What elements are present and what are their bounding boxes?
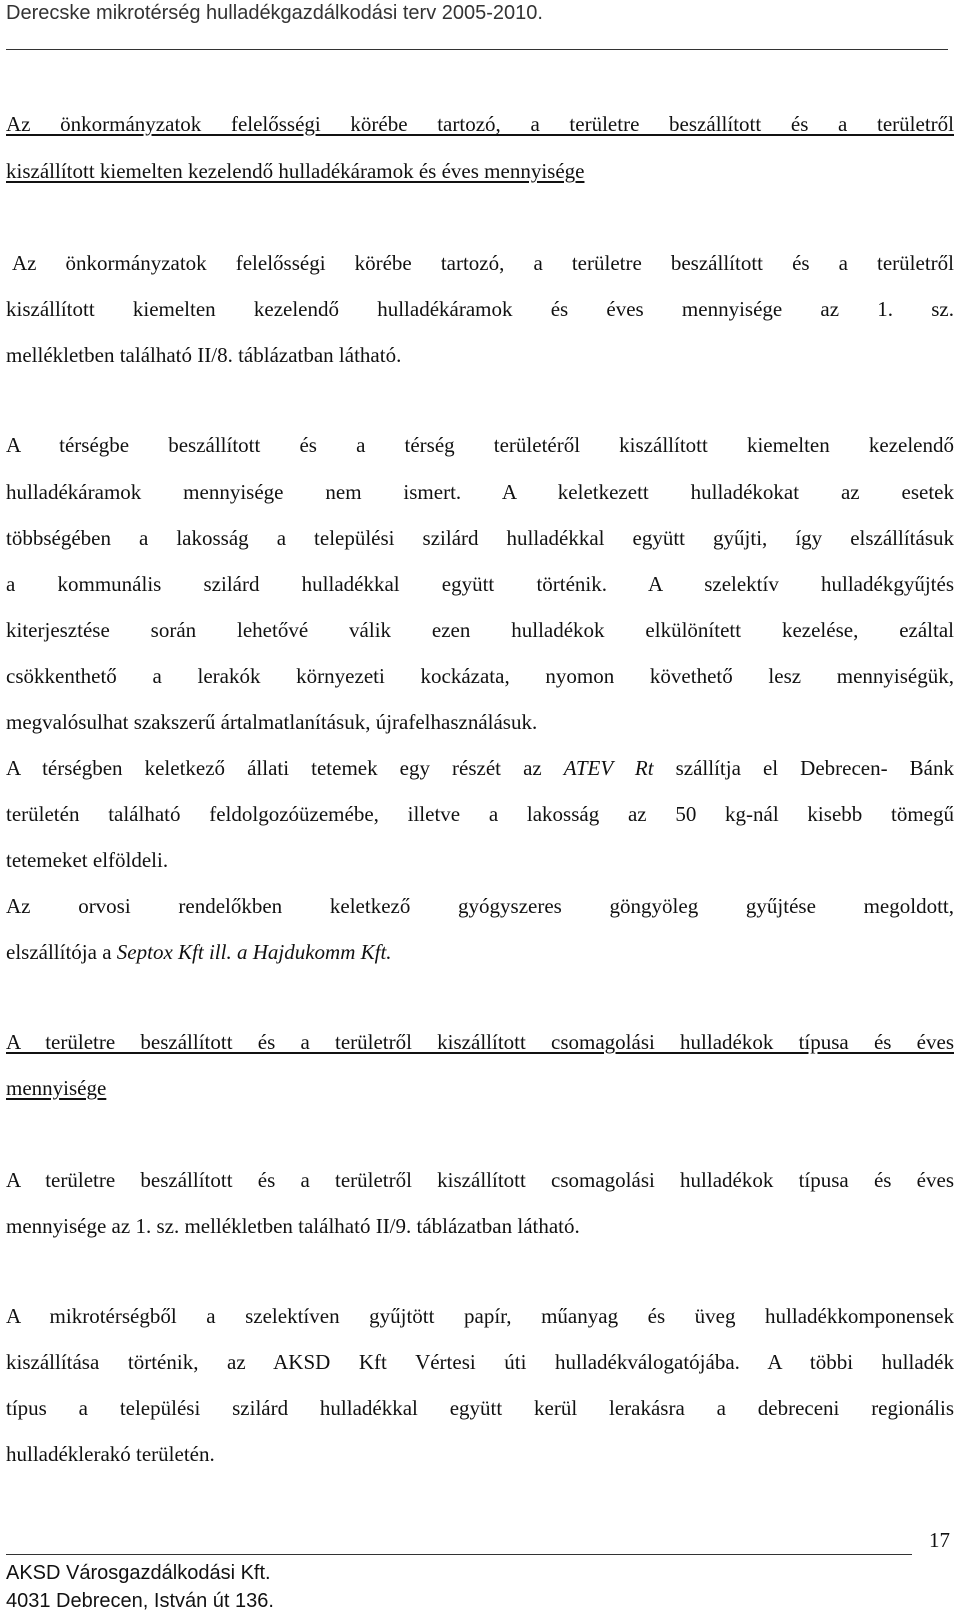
section2-para2-line-3: típus a települési szilárd hulladékkal együtt kerül lerakásra a debreceni regionális: [6, 1396, 954, 1420]
section2-para1-line-1: A területre beszállított és a területről kiszállított csomagolási hulladékok típusa és éves: [6, 1168, 954, 1192]
company-names-septox-hajdukomm: Septox Kft ill. a Hajdukomm Kft.: [116, 940, 392, 964]
section1-para2-line-1: A térségbe beszállított és a térség területéről kiszállított kiemelten kezelendő: [6, 433, 954, 457]
section1-para2-line-6: csökkenthető a lerakók környezeti kockázata, nyomon követhető lesz mennyiségük,: [6, 664, 954, 688]
para3-text-before: A térségben keletkező állati tetemek egy részét az: [6, 756, 564, 780]
section1-para2-line-3: többségében a lakosság a települési szilárd hulladékkal együtt gyűjti, így elszállításuk: [6, 526, 954, 550]
section1-para4-line-1: Az orvosi rendelőkben keletkező gyógyszeres göngyöleg gyűjtése megoldott,: [6, 894, 954, 918]
section1-para3-line-1: [6, 754, 954, 782]
section2-heading-line-1: A területre beszállított és a területről kiszállított csomagolási hulladékok típusa és éves: [6, 1030, 954, 1054]
section1-para1-line-2: kiszállított kiemelten kezelendő hulladékáramok és éves mennyisége az 1. sz.: [6, 297, 954, 321]
header-divider: [6, 49, 948, 50]
section2-para2-line-4: hulladéklerakó területén.: [6, 1442, 215, 1466]
section1-para2-line-5: kiterjesztése során lehetővé válik ezen hulladékok elkülönített kezelése, ezáltal: [6, 618, 954, 642]
section2-heading-line-2: mennyisége: [6, 1076, 107, 1100]
para4-text-before: elszállítója a: [6, 940, 117, 964]
section1-para2-line-2: hulladékáramok mennyisége nem ismert. A keletkezett hulladékokat az esetek: [6, 480, 954, 504]
section2-para1-line-2: mennyisége az 1. sz. mellékletben található II/9. táblázatban látható.: [6, 1214, 580, 1238]
section1-heading-line-1: Az önkormányzatok felelősségi körébe tartozó, a területre beszállított és a területről: [6, 112, 954, 136]
section2-para2-line-1: A mikrotérségből a szelektíven gyűjtött papír, műanyag és üveg hulladékkomponensek: [6, 1304, 954, 1328]
para3-text-after: szállítja el Debrecen- Bánk: [653, 756, 955, 780]
section1-para1-line-3: mellékletben található II/8. táblázatban látható.: [6, 343, 402, 367]
footer-divider: [6, 1554, 912, 1555]
section2-para2-line-2: kiszállítása történik, az AKSD Kft Vértesi úti hulladékválogatójába. A többi hulladék: [6, 1350, 954, 1374]
section1-para2-line-7: megvalósulhat szakszerű ártalmatlanításuk, újrafelhasználásuk.: [6, 710, 538, 734]
section1-para2-line-4: a kommunális szilárd hulladékkal együtt történik. A szelektív hulladékgyűjtés: [6, 572, 954, 596]
section1-heading-line-2: kiszállított kiemelten kezelendő hulladékáramok és éves mennyisége: [6, 159, 585, 183]
section1-para3-line-2: területén található feldolgozóüzemébe, illetve a lakosság az 50 kg-nál kisebb tömegű: [6, 802, 954, 826]
section1-para1-line-1: Az önkormányzatok felelősségi körébe tartozó, a területre beszállított és a területről: [12, 251, 954, 275]
section1-para4-line-2: [6, 938, 954, 966]
document-header-title: Derecske mikrotérség hulladékgazdálkodási terv 2005-2010.: [6, 2, 543, 24]
company-name-atev: ATEV Rt: [563, 756, 654, 780]
footer-address: 4031 Debrecen, István út 136.: [6, 1590, 274, 1612]
footer-company-name: AKSD Városgazdálkodási Kft.: [6, 1562, 271, 1584]
page-number: 17: [929, 1528, 950, 1552]
section1-para3-line-3: tetemeket elföldeli.: [6, 848, 169, 872]
